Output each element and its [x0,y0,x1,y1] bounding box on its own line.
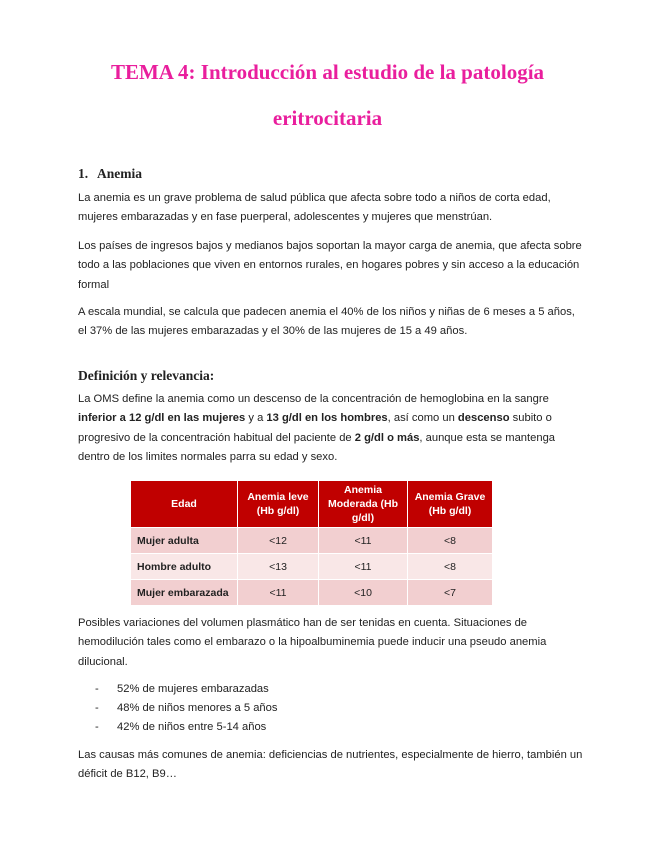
paragraph-global-scale: A escala mundial, se calcula que padecen anemia el 40% de los niños y niñas de 6 meses a 5 años, el 37% de las mujeres embarazadas y el 30% de las mujeres de 15 a 49 años. [78,306,575,338]
list-item: - 48% de niños menores a 5 años [95,702,278,715]
table-header-cell: Anemia leve (Hb g/dl) [238,481,319,528]
definition-text-1: La OMS define la anemia como un descenso de la concentración de hemoglobina en la sangre [78,393,549,405]
table-header-cell: Anemia Grave (Hb g/dl) [408,481,493,528]
table-header-cell: Anemia Moderada (Hb g/dl) [319,481,408,528]
table-row [131,580,493,606]
definition-bold-2gdl: 2 g/dl o más [354,431,420,444]
list-item-text: 52% de mujeres embarazadas [117,683,269,695]
paragraph-plasma-variations: Posibles variaciones del volumen plasmático han de ser tenidas en cuenta. Situaciones de hemodilución tales como el embarazo o la hipoalbuminemia puede inducir una pseudo anemia dilucional. [78,617,547,668]
definition-text-5: , aunque esta se mantenga dentro de los limites normales parra su edad y sexo. [78,431,556,464]
definition-text-3: , así como un [387,412,458,425]
list-item: - 42% de niños entre 5-14 años [95,721,267,734]
paragraph-causes: Las causas más comunes de anemia: deficiencias de nutrientes, especialmente de hierro, también un déficit de B12, B9… [78,749,583,781]
page-title-line-2: eritrocitaria [272,106,383,130]
list-item: - 52% de mujeres embarazadas [95,683,269,695]
table-row-label: Hombre adulto [131,554,238,580]
table-row-label: Mujer adulta [131,528,238,554]
paragraph-income-countries: Los países de ingresos bajos y medianos bajos soportan la mayor carga de anemia, que afecta sobre todo a las poblaciones que viven en entornos rurales, en hogares pobres y sin acceso a la educación formal [78,240,582,291]
anemia-thresholds-table [131,481,493,605]
table-cell: <12 [238,528,319,554]
definition-bold-women: inferior a 12 g/dl en las mujeres [78,412,246,425]
definition-bold-descenso: descenso [457,412,510,425]
list-item-text: 48% de niños menores a 5 años [117,702,278,715]
page-title-line-1: TEMA 4: Introducción al estudio de la patología [110,60,545,84]
table-row [131,528,493,554]
paragraph-definition [78,390,583,468]
definition-bold-men: 13 g/dl en los hombres [266,412,388,425]
definition-text-2: y a [245,412,267,425]
section-number: 1. [78,166,89,181]
table-header-cell: Edad [131,481,238,528]
table-cell: <13 [238,554,319,580]
list-item-text: 42% de niños entre 5-14 años [117,721,267,734]
definition-text-4: subito o progresivo de la concentración habitual del paciente de [78,412,552,444]
table-cell: <8 [408,528,493,554]
section-heading-anemia [78,166,142,182]
table-cell: <11 [238,580,319,606]
table-row-label: Mujer embarazada [131,580,238,606]
table-row [131,554,493,580]
table-cell: <10 [319,580,408,606]
paragraph-anemia-intro: La anemia es un grave problema de salud pública que afecta sobre todo a niños de corta edad, mujeres embarazadas y en fase puerperal, adolescentes y mujeres que menstrúan. [78,192,551,224]
prevalence-list [95,680,277,738]
table-cell: <7 [408,580,493,606]
section-title: Anemia [97,166,142,181]
table-header-row [131,481,493,528]
table-cell: <8 [408,554,493,580]
definition-heading: Definición y relevancia: [78,368,215,383]
table-cell: <11 [319,528,408,554]
table-cell: <11 [319,554,408,580]
